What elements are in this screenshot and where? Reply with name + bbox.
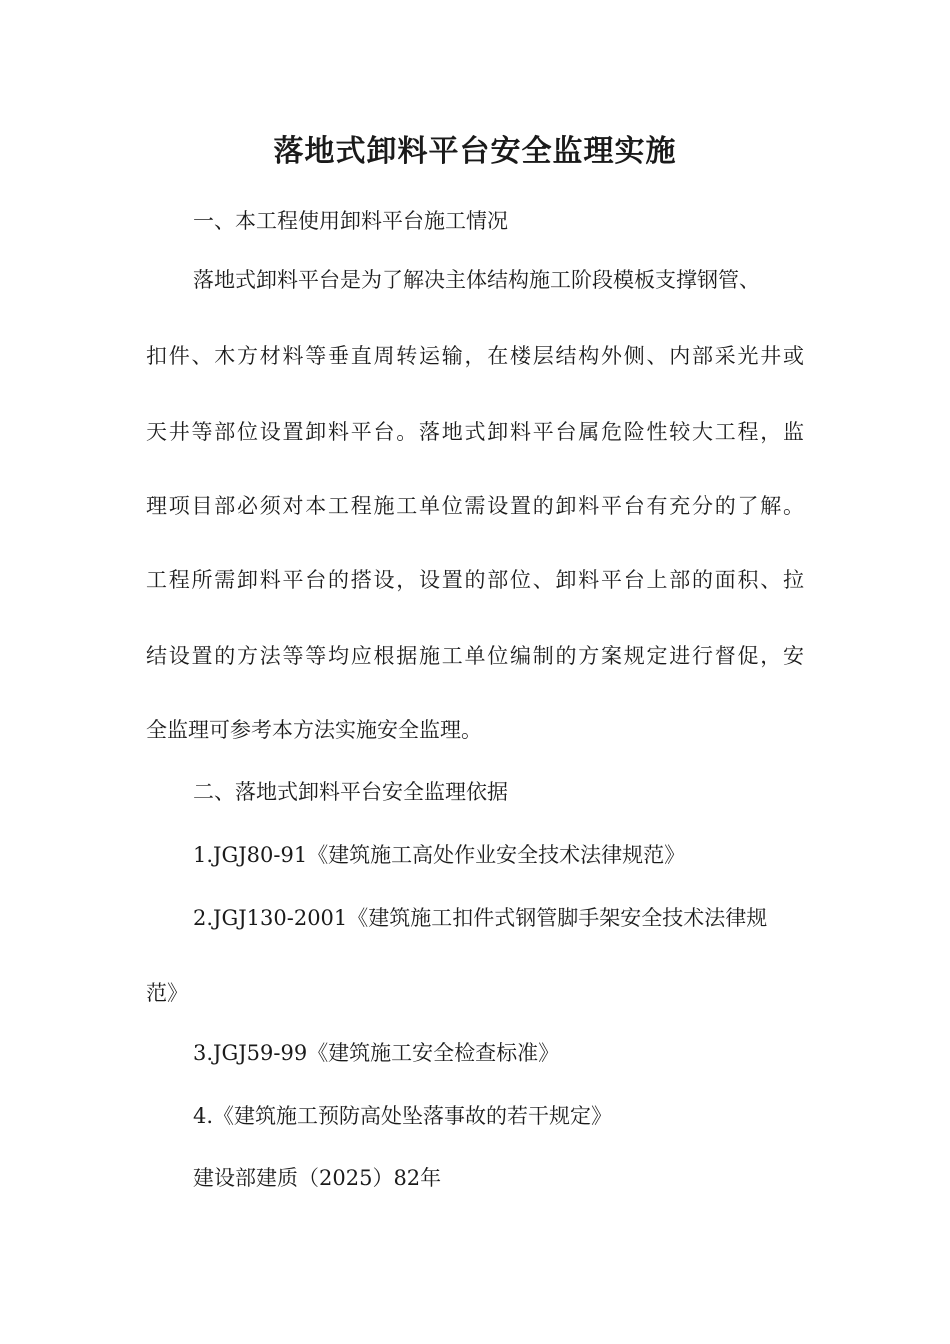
paragraph-line: 扣件、木方材料等垂直周转运输，在楼层结构外侧、内部采光井或 — [146, 344, 804, 368]
reference-item-4: 4.《建筑施工预防高处坠落事故的若干规定》 — [193, 1104, 613, 1128]
paragraph-line: 落地式卸料平台是为了解决主体结构施工阶段模板支撑钢管、 — [193, 268, 760, 292]
paragraph-line: 天井等部位设置卸料平台。落地式卸料平台属危险性较大工程，监 — [146, 420, 804, 444]
reference-item-2: 2.JGJ130-2001《建筑施工扣件式钢管脚手架安全技术法律规 — [193, 906, 768, 930]
section-heading-2: 二、落地式卸料平台安全监理依据 — [193, 780, 508, 804]
paragraph-line: 理项目部必须对本工程施工单位需设置的卸料平台有充分的了解。 — [146, 494, 804, 518]
reference-item-4-source: 建设部建质（2025）82年 — [193, 1166, 442, 1190]
section-heading-1: 一、本工程使用卸料平台施工情况 — [193, 209, 508, 233]
reference-item-2-continued: 范》 — [146, 981, 188, 1005]
document-title: 落地式卸料平台安全监理实施 — [273, 134, 677, 169]
reference-item-3: 3.JGJ59-99《建筑施工安全检查标准》 — [193, 1041, 560, 1065]
paragraph-line: 结设置的方法等等均应根据施工单位编制的方案规定进行督促，安 — [146, 644, 804, 668]
reference-item-1: 1.JGJ80-91《建筑施工高处作业安全技术法律规范》 — [193, 843, 686, 867]
paragraph-line: 全监理可参考本方法实施安全监理。 — [146, 718, 482, 742]
paragraph-line: 工程所需卸料平台的搭设，设置的部位、卸料平台上部的面积、拉 — [146, 568, 804, 592]
